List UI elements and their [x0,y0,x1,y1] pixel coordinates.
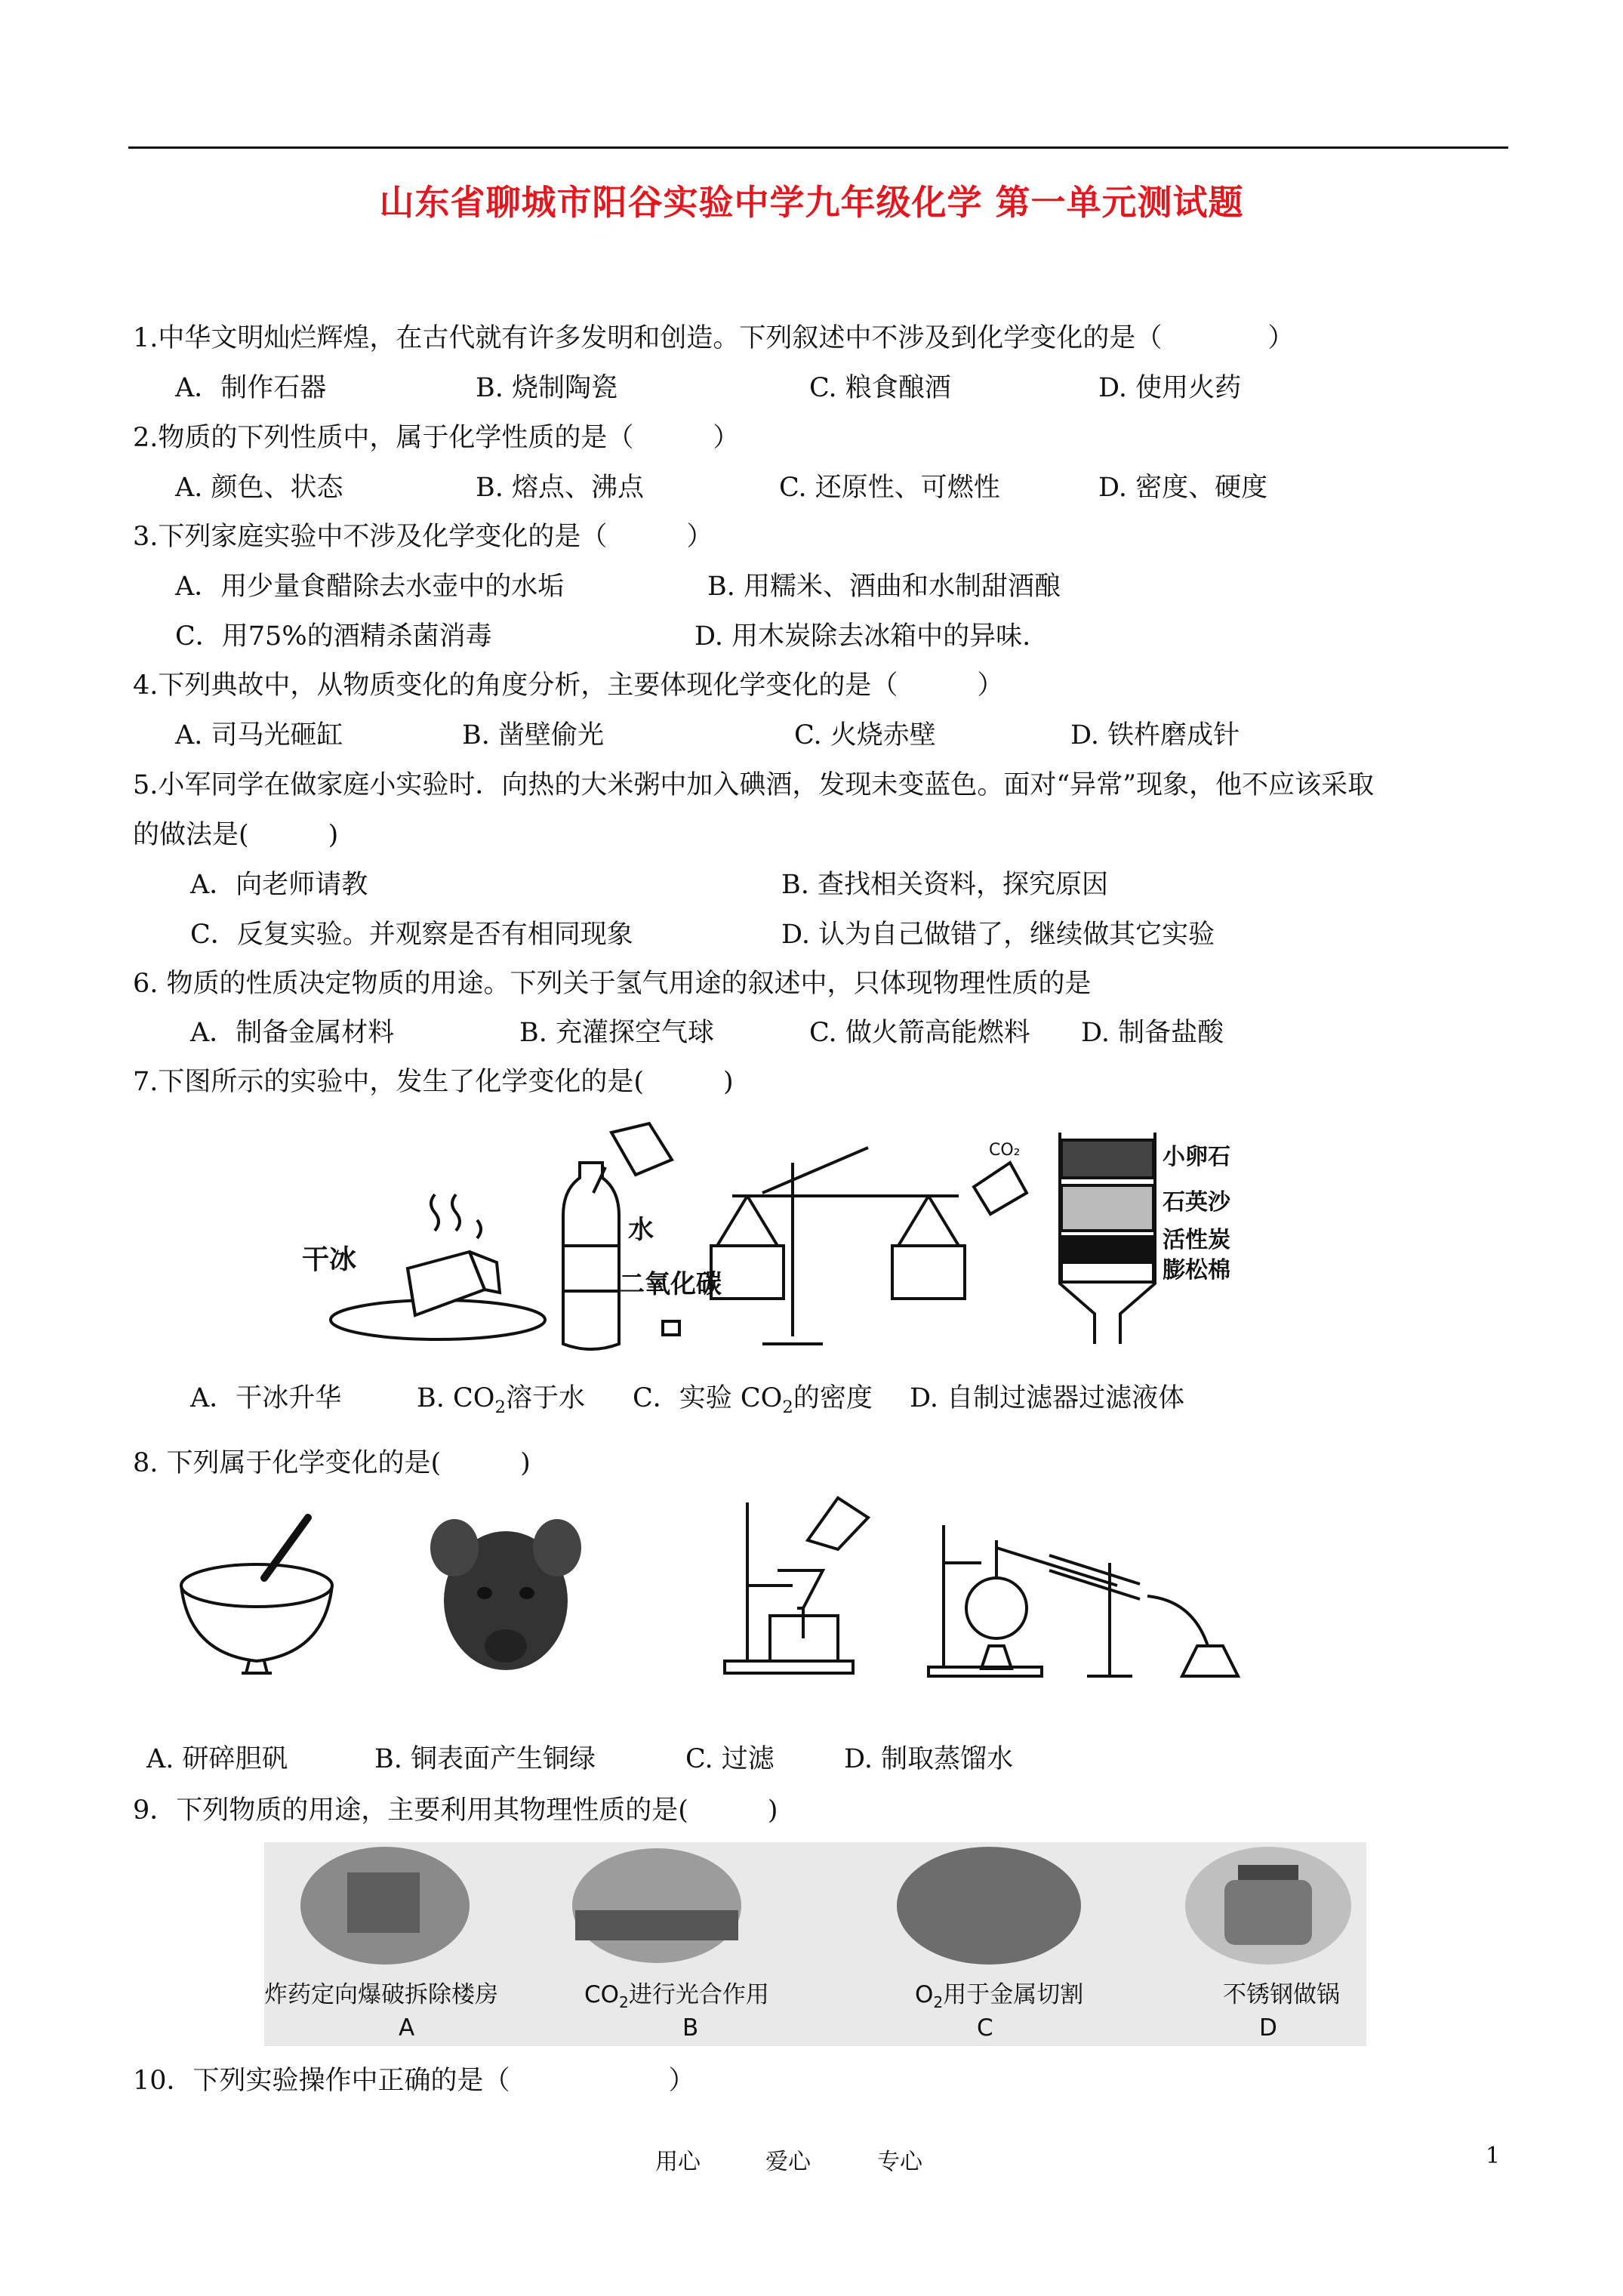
q1-option-a: A．制作石器 [175,373,327,403]
footer-motto-2: 爱心 [765,2149,811,2175]
q2-option-c: C. 还原性、可燃性 [779,473,1000,503]
q10-stem: 10．下列实验操作中正确的是（ ） [133,2066,695,2096]
q4-option-d: D. 铁杵磨成针 [1070,720,1240,750]
q8-option-a: A. 研碎胆矾 [146,1744,288,1774]
co2-bottle-label: 二氧化碳 [619,1269,722,1299]
water-label: 水 [628,1215,654,1245]
footer-motto-1: 用心 [655,2149,701,2175]
page-number: 1 [1486,2143,1501,2169]
q6-option-d: D. 制备盐酸 [1081,1018,1224,1048]
q3-stem: 3.下列家庭实验中不涉及化学变化的是（ ） [133,522,713,552]
q9-caption-b: $CO_2$进行光合作用 [584,1981,769,2012]
q6-option-a: A．制备金属材料 [190,1018,395,1048]
q7-option-a: A．干冰升华 [190,1383,342,1413]
q5-option-c: C．反复实验。并观察是否有相同现象 [190,920,633,950]
q2-option-a: A. 颜色、状态 [175,473,343,503]
q4-option-a: A. 司马光砸缸 [175,720,343,750]
cotton-label: 膨松棉 [1163,1257,1230,1284]
q9-letter-a: A [399,2014,415,2042]
bottle-figure [563,1123,679,1349]
dry-ice-figure [331,1194,545,1339]
q3-option-a: A．用少量食醋除去水壶中的水垢 [175,572,565,602]
q4-option-b: B. 凿壁偷光 [462,720,604,750]
q9-letter-c: C [977,2014,993,2042]
q9-caption-c: $O_2$用于金属切割 [915,1981,1084,2012]
q5-option-d: D. 认为自己做错了，继续做其它实验 [781,920,1215,950]
q2-stem: 2.物质的下列性质中，属于化学性质的是（ ） [133,423,740,453]
q1-option-d: D. 使用火药 [1098,373,1242,403]
pebbles-label: 小卵石 [1163,1144,1230,1170]
distillation-apparatus-icon [929,1525,1238,1676]
q9-photos [264,1842,1366,2046]
balance-figure [711,1148,1027,1344]
q9-letter-b: B [682,2014,699,2042]
header-rule [128,146,1508,149]
co2-label: CO₂ [989,1141,1021,1160]
footer-motto-3: 专心 [877,2149,922,2175]
q2-option-b: B. 熔点、沸点 [476,473,644,503]
q3-option-b: B. 用糯米、酒曲和水制甜酒酿 [707,572,1061,602]
q2-option-d: D. 密度、硬度 [1098,473,1268,503]
q7-figure [294,1117,1276,1359]
q5-stem-line1: 5.小军同学在做家庭小实验时．向热的大米粥中加入碘酒，发现未变蓝色。面对“异常”现象，他不应该采取 [133,770,1375,800]
copper-rat-head-icon [430,1519,581,1670]
q7-option-c: C．实验 $CO_2$的密度 [633,1383,873,1417]
q6-option-c: C. 做火箭高能燃料 [809,1018,1030,1048]
q8-option-b: B. 铜表面产生铜绿 [374,1744,596,1774]
filter-figure [1060,1133,1155,1344]
q9-letter-d: D [1259,2014,1277,2042]
q6-option-b: B. 充灌探空气球 [519,1018,714,1048]
q8-figure [174,1495,1291,1691]
q6-stem: 6. 物质的性质决定物质的用途。下列关于氢气用途的叙述中，只体现物理性质的是 [133,969,1092,999]
mortar-icon [181,1518,332,1673]
q8-stem: 8. 下列属于化学变化的是( ) [133,1448,531,1478]
plants-photo-icon [572,1848,741,1963]
q5-stem-line2: 的做法是( ) [133,820,339,850]
q1-option-c: C. 粮食酿酒 [809,373,951,403]
q9-caption-a: 炸药定向爆破拆除楼房 [264,1981,498,2008]
q9-stem: 9．下列物质的用途，主要利用其物理性质的是( ) [133,1795,778,1826]
q1-option-b: B. 烧制陶瓷 [476,373,617,403]
dry-ice-label: 干冰 [302,1244,357,1275]
q7-option-d: D. 自制过滤器过滤液体 [910,1383,1185,1413]
q4-stem: 4.下列典故中，从物质变化的角度分析，主要体现化学变化的是（ ） [133,670,1004,701]
q5-option-a: A．向老师请教 [190,870,368,900]
page-title: 山东省聊城市阳谷实验中学九年级化学 第一单元测试题 [379,182,1244,223]
q7-stem: 7.下图所示的实验中，发生了化学变化的是( ) [133,1067,734,1097]
filtration-apparatus-icon [725,1498,868,1673]
q4-option-c: C. 火烧赤壁 [794,720,936,750]
sand-label: 石英沙 [1163,1189,1230,1216]
q3-option-d: D. 用木炭除去冰箱中的异味. [694,621,1031,652]
cutting-photo-icon [897,1847,1081,1965]
q9-caption-d: 不锈钢做锅 [1223,1981,1340,2008]
q8-option-c: C. 过滤 [685,1744,775,1774]
q7-option-b: B. $CO_2$溶于水 [417,1383,585,1417]
q1-stem: 1.中华文明灿烂辉煌，在古代就有许多发明和创造。下列叙述中不涉及到化学变化的是（ ） [133,323,1295,353]
q8-option-d: D. 制取蒸馏水 [844,1744,1014,1774]
q9-figure [264,1842,1366,2046]
q3-option-c: C．用75%的酒精杀菌消毒 [175,621,492,652]
carbon-label: 活性炭 [1163,1227,1230,1253]
q5-option-b: B. 查找相关资料，探究原因 [781,870,1108,900]
